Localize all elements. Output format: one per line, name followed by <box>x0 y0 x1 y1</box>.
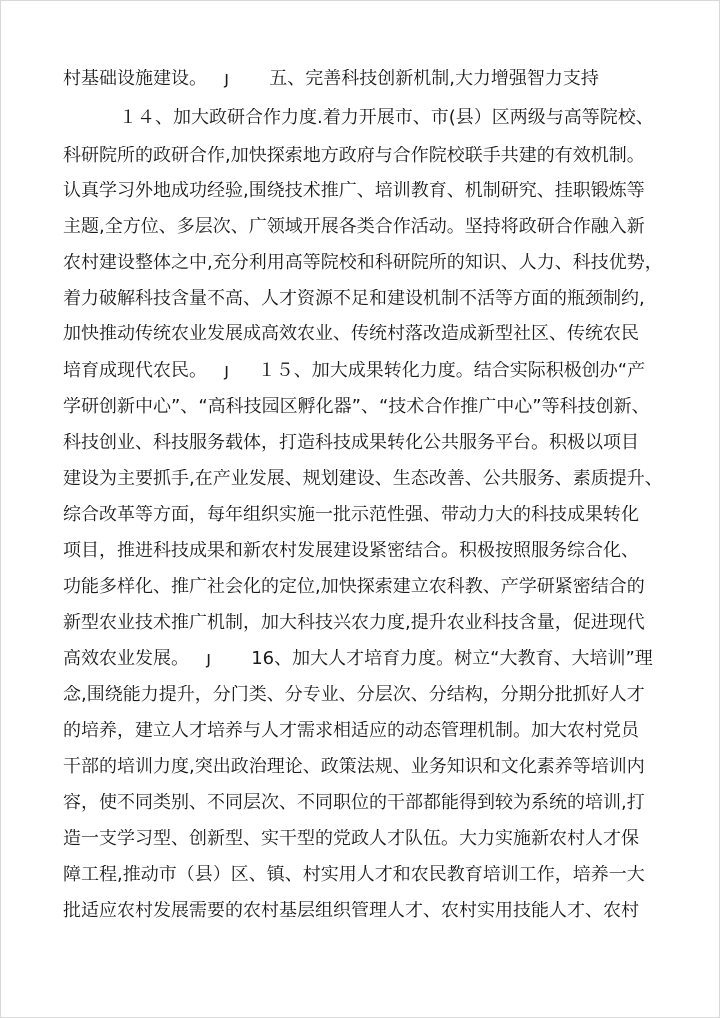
text-line: 障工程,推动市（县）区、镇、村实用人才和农民教育培训工作，培养一大 <box>63 865 645 885</box>
text-line: 的培养，建立人才培养与人才需求相适应的动态管理机制。加大农村党员 <box>63 721 639 741</box>
text-line: 农村建设整体之中,充分利用高等院校和科研院所的知识、人力、科技优势， <box>63 253 663 273</box>
text-line: 认真学习外地成功经验,围绕技术推广、培训教育、机制研究、挂职锻炼等 <box>63 181 645 201</box>
text-line: 综合改革等方面，每年组织实施一批示范性强、带动力大的科技成果转化 <box>63 505 639 525</box>
text-line: 容，使不同类别、不同层次、不同职位的干部都能得到较为系统的培训,打 <box>63 793 645 813</box>
text-line: 高效农业发展。 ȷ 16、加大人才培育力度。树立“大教育、大培训”理 <box>63 649 653 669</box>
text-line: 项目，推进科技成果和新农村发展建设紧密结合。积极按照服务综合化、 <box>63 541 639 561</box>
text-line: 科技创业、科技服务载体，打造科技成果转化公共服务平台。积极以项目 <box>63 433 639 453</box>
text-line: 新型农业技术推广机制，加大科技兴农力度,提升农业科技含量，促进现代 <box>63 613 645 633</box>
text-line: 功能多样化、推广社会化的定位,加快探索建立农科教、产学研紧密结合的 <box>63 577 645 597</box>
text-line: 加快推动传统农业发展成高效农业、传统村落改造成新型社区、传统农民 <box>63 324 639 344</box>
text-line: 造一支学习型、创新型、实干型的党政人才队伍。大力实施新农村人才保 <box>63 829 639 849</box>
text-line: 培育成现代农民。 ȷ １５、加大成果转化力度。结合实际积极创办“产 <box>63 361 646 381</box>
text-line: 念,围绕能力提升，分门类、分专业、分层次、分结构，分期分批抓好人才 <box>63 685 645 705</box>
text-line: 着力破解科技含量不高、人才资源不足和建设机制不活等方面的瓶颈制约, <box>63 289 645 309</box>
text-line: 建设为主要抓手,在产业发展、规划建设、生态改善、公共服务、素质提升、 <box>63 469 663 489</box>
text-line: 学研创新中心”、“高科技园区孵化器”、“技术合作推广中心”等科技创新、 <box>63 397 650 417</box>
text-line: 村基础设施建设。 ȷ 五、完善科技创新机制,大力增强智力支持 <box>63 69 599 89</box>
text-line: 批适应农村发展需要的农村基层组织管理人才、农村实用技能人才、农村 <box>63 901 639 921</box>
text-line: 干部的培训力度,突出政治理论、政策法规、业务知识和文化素养等培训内 <box>63 757 645 777</box>
text-line: 科研院所的政研合作,加快探索地方政府与合作院校联手共建的有效机制。 <box>63 146 645 166</box>
text-line: １４、加大政研合作力度.着力开展市、市(县）区两级与高等院校、 <box>119 108 654 128</box>
text-line: 主题,全方位、多层次、广领域开展各类合作活动。坚持将政研合作融入新 <box>63 217 645 237</box>
